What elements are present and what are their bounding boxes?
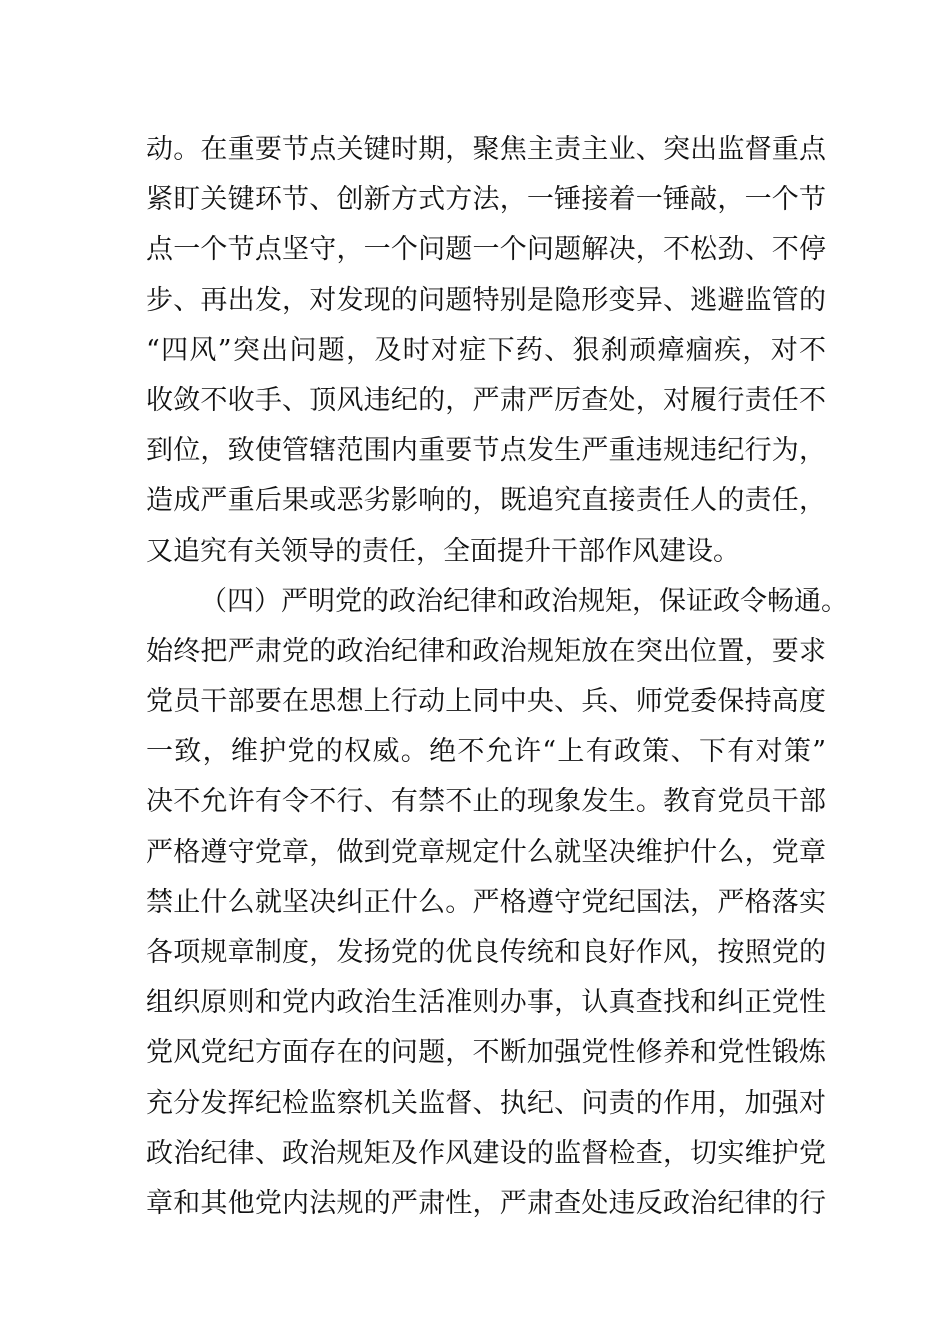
text-line: 始终把严肃党的政治纪律和政治规矩放在突出位置，要求 [146, 635, 826, 667]
document-body [146, 125, 848, 1229]
text-line: 点一个节点坚守，一个问题一个问题解决，不松劲、不停 [146, 234, 826, 266]
text-line: 又追究有关领导的责任，全面提升干部作风建设。 [146, 535, 740, 567]
text-line: 一致，维护党的权威。绝不允许“上有政策、下有对策” [146, 736, 826, 768]
text-line: 收敛不收手、顶风违纪的，严肃严厉查处，对履行责任不 [146, 384, 826, 416]
text-line: 严格遵守党章，做到党章规定什么就坚决维护什么，党章 [146, 836, 826, 868]
text-line: 章和其他党内法规的严肃性，严肃查处违反政治纪律的行 [146, 1187, 826, 1219]
text-line: 各项规章制度，发扬党的优良传统和良好作风，按照党的 [146, 937, 826, 968]
text-line: 造成严重后果或恶劣影响的，既追究直接责任人的责任， [146, 485, 826, 517]
text-line: 充分发挥纪检监察机关监督、执纪、问责的作用，加强对 [146, 1087, 826, 1119]
text-line: 政治纪律、政治规矩及作风建设的监督检查，切实维护党 [146, 1137, 826, 1169]
text-line: 禁止什么就坚决纠正什么。严格遵守党纪国法，严格落实 [146, 886, 826, 918]
text-line: 紧盯关键环节、创新方式方法，一锤接着一锤敲，一个节 [146, 184, 826, 216]
paragraph-continuation [146, 125, 826, 577]
text-line: 到位，致使管辖范围内重要节点发生严重违规违纪行为， [146, 435, 826, 467]
section-heading-line: （四）严明党的政治纪律和政治规矩，保证政令畅通。 [200, 585, 848, 617]
text-line: “四风”突出问题，及时对症下药、狠刹顽瘴痼疾，对不 [146, 334, 826, 366]
text-line: 动。在重要节点关键时期，聚焦主责主业、突出监督重点 [146, 134, 826, 165]
text-line: 党风党纪方面存在的问题，不断加强党性修养和党性锻炼 [146, 1037, 826, 1069]
paragraph-section-four [146, 577, 848, 1229]
text-line: 决不允许有令不行、有禁不止的现象发生。教育党员干部 [146, 786, 826, 818]
text-line: 党员干部要在思想上行动上同中央、兵、师党委保持高度 [146, 686, 826, 718]
text-line: 步、再出发，对发现的问题特别是隐形变异、逃避监管的 [146, 284, 826, 316]
text-line: 组织原则和党内政治生活准则办事，认真查找和纠正党性 [146, 987, 826, 1019]
